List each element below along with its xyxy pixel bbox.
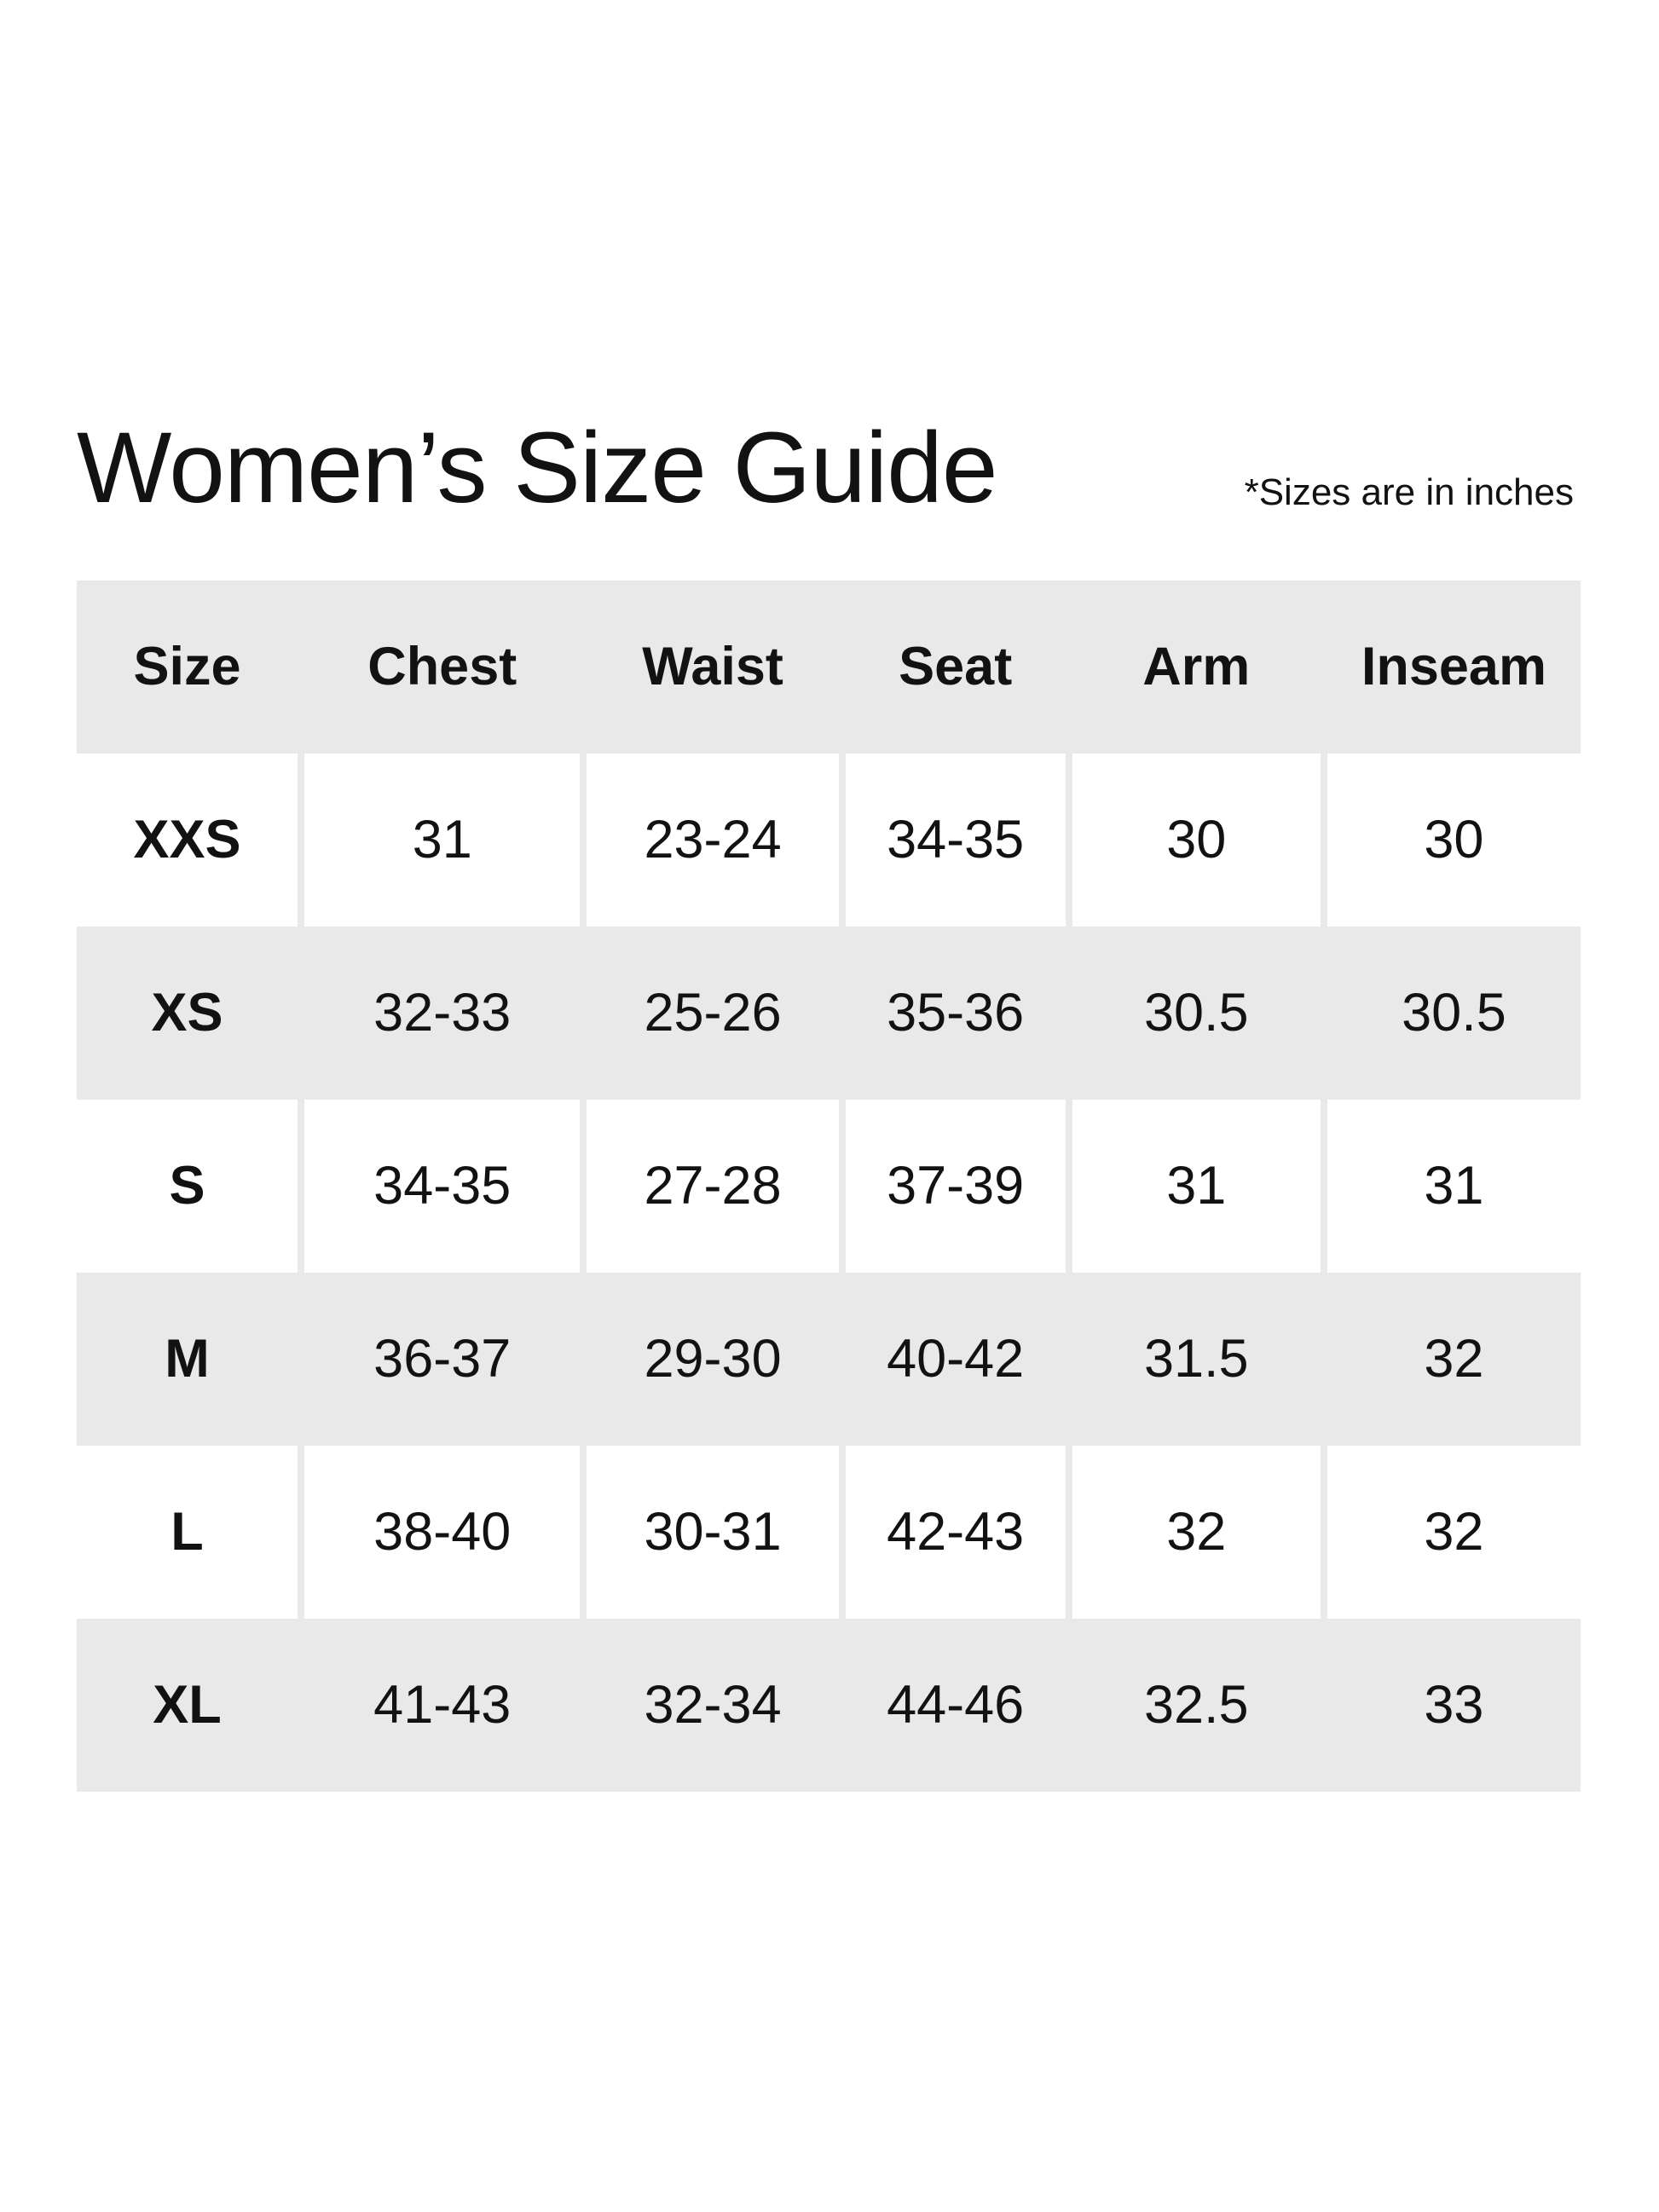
inseam-cell: 33 — [1424, 1675, 1484, 1735]
size-cell: L — [77, 1446, 298, 1619]
arm-cell: 32 — [1072, 1446, 1321, 1619]
table-row-s — [77, 1100, 1581, 1273]
arm-cell: 30.5 — [1143, 983, 1249, 1042]
seat-cell: 37-39 — [846, 1100, 1066, 1273]
table-row-xs — [77, 927, 1581, 1100]
waist-cell: 30-31 — [587, 1446, 838, 1619]
size-cell: M — [165, 1329, 210, 1389]
inseam-cell: 30 — [1327, 754, 1581, 927]
seat-cell: 42-43 — [846, 1446, 1066, 1619]
units-note: *Sizes are in inches — [1244, 471, 1574, 513]
table-row-m — [77, 1273, 1581, 1446]
inseam-cell: 32 — [1424, 1329, 1484, 1389]
column-header-arm: Arm — [1142, 637, 1251, 696]
table-header-row — [77, 580, 1581, 754]
size-cell: S — [77, 1100, 298, 1273]
chest-cell: 32-33 — [373, 983, 512, 1042]
chest-cell: 38-40 — [304, 1446, 581, 1619]
arm-cell: 32.5 — [1143, 1675, 1249, 1735]
size-cell: XL — [153, 1675, 222, 1735]
chest-cell: 31 — [304, 754, 581, 927]
arm-cell: 31 — [1072, 1100, 1321, 1273]
page-title: Women’s Size Guide — [77, 412, 997, 524]
chest-cell: 41-43 — [373, 1675, 512, 1735]
chest-cell: 34-35 — [304, 1100, 581, 1273]
seat-cell: 40-42 — [887, 1329, 1025, 1389]
waist-cell: 29-30 — [644, 1329, 782, 1389]
table-row-xxs — [77, 754, 1581, 927]
column-header-seat: Seat — [899, 637, 1013, 696]
arm-cell: 30 — [1072, 754, 1321, 927]
seat-cell: 35-36 — [887, 983, 1025, 1042]
inseam-cell: 32 — [1327, 1446, 1581, 1619]
seat-cell: 34-35 — [846, 754, 1066, 927]
inseam-cell: 30.5 — [1402, 983, 1506, 1042]
table-row-xl — [77, 1619, 1581, 1792]
waist-cell: 27-28 — [587, 1100, 838, 1273]
womens-size-table — [77, 580, 1581, 1792]
waist-cell: 25-26 — [644, 983, 782, 1042]
size-cell: XXS — [77, 754, 298, 927]
column-header-size: Size — [133, 637, 241, 696]
arm-cell: 31.5 — [1143, 1329, 1249, 1389]
chest-cell: 36-37 — [373, 1329, 512, 1389]
column-header-inseam: Inseam — [1361, 637, 1546, 696]
column-header-chest: Chest — [367, 637, 517, 696]
table-row-l — [77, 1446, 1581, 1619]
inseam-cell: 31 — [1327, 1100, 1581, 1273]
waist-cell: 23-24 — [587, 754, 838, 927]
waist-cell: 32-34 — [644, 1675, 782, 1735]
seat-cell: 44-46 — [887, 1675, 1025, 1735]
column-header-waist: Waist — [642, 637, 783, 696]
size-cell: XS — [151, 983, 223, 1042]
